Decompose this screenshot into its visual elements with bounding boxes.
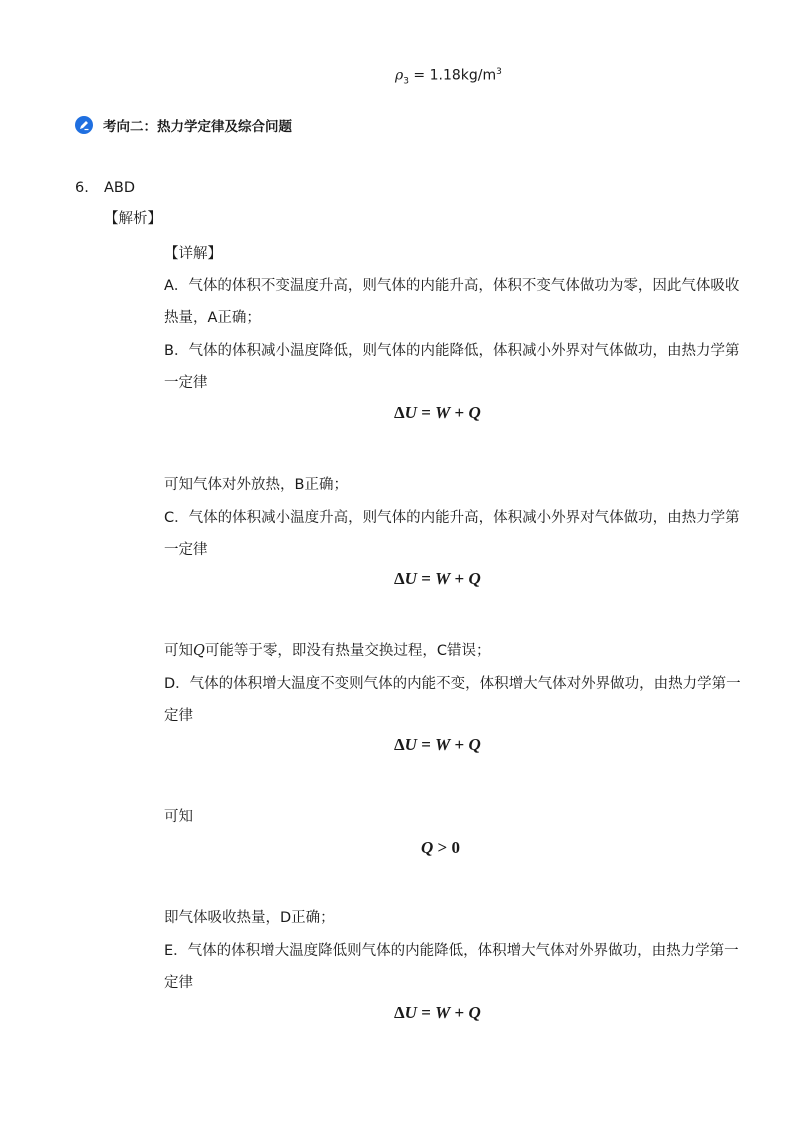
q-variable: Q	[193, 643, 205, 659]
q-positive-inequality: Q > 0	[421, 838, 460, 857]
option-c-line-1: C．气体的体积减小温度升高，则气体的内能升高，体积减小外界对气体做功，由热力学第	[164, 510, 740, 526]
question-answer: ABD	[104, 180, 136, 196]
first-law-equation: ΔU = W + Q	[394, 403, 481, 422]
option-d-line-1: D．气体的体积增大温度不变则气体的内能不变，体积增大气体对外界做功，由热力学第一	[164, 676, 741, 692]
pen-icon	[75, 116, 93, 134]
first-law-equation: ΔU = W + Q	[394, 569, 481, 588]
density-value: = 1.18kg/m	[408, 67, 497, 84]
option-a-line-1: A．气体的体积不变温度升高，则气体的内能升高，体积不变气体做功为零，因此气体吸收	[164, 278, 740, 294]
option-b-line-1: B．气体的体积减小温度降低，则气体的内能降低，体积减小外界对气体做功，由热力学第	[164, 343, 740, 359]
option-c-line-2: 一定律	[164, 542, 208, 558]
section-heading: 考向二：热力学定律及综合问题	[103, 119, 292, 135]
option-c-line-3: 可知Q可能等于零，即没有热量交换过程，C错误；	[164, 643, 491, 659]
option-d-line-3: 可知	[164, 809, 193, 825]
option-a-line-2: 热量，A正确；	[164, 310, 261, 326]
option-b-line-2: 一定律	[164, 375, 208, 391]
unit-exponent: 3	[496, 67, 502, 77]
option-e-line-2: 定律	[164, 975, 193, 991]
option-d-line-2: 定律	[164, 708, 193, 724]
detail-label: 【详解】	[164, 246, 222, 262]
analysis-label: 【解析】	[104, 211, 162, 227]
option-b-line-3: 可知气体对外放热，B正确；	[164, 477, 348, 493]
first-law-equation: ΔU = W + Q	[394, 1003, 481, 1022]
density-formula	[395, 62, 502, 91]
first-law-equation: ΔU = W + Q	[394, 735, 481, 754]
question-number: 6.	[75, 180, 89, 196]
option-e-line-1: E．气体的体积增大温度降低则气体的内能降低，体积增大气体对外界做功，由热力学第一	[164, 943, 739, 959]
rho-symbol: ρ	[395, 67, 404, 84]
option-d-line-4: 即气体吸收热量，D正确；	[164, 910, 335, 926]
rho-subscript: 3	[403, 76, 409, 87]
